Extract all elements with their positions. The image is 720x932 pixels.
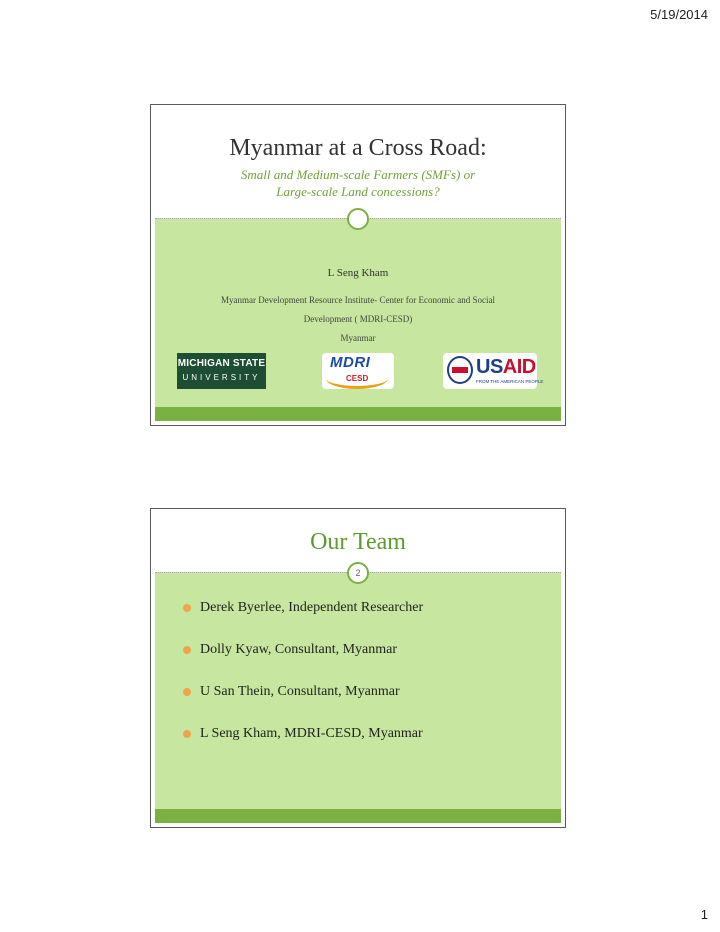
slide-1-title-text: Myanmar at a Cross Road:	[229, 135, 487, 161]
affiliation-line-1: Myanmar Development Resource Institute- Center for Economic and Social	[221, 295, 495, 305]
bullet-icon	[183, 604, 191, 612]
affiliation-line-2: Development ( MDRI-CESD)	[303, 314, 413, 324]
page-number: 1	[700, 907, 708, 922]
team-member-item	[183, 683, 551, 725]
slide-1-affiliation	[169, 291, 547, 348]
msu-logo-line-1: MICHIGAN STATE	[177, 358, 266, 369]
team-member-list	[183, 599, 551, 767]
slide-1-circle-badge	[347, 208, 369, 230]
slide-1-title	[150, 104, 566, 426]
michigan-state-logo	[177, 353, 266, 389]
team-member-text: U San Thein, Consultant, Myanmar	[200, 684, 400, 699]
team-member-text: L Seng Kham, MDRI-CESD, Myanmar	[200, 726, 423, 741]
usaid-logo	[443, 353, 544, 389]
cesd-logo-text: CESD	[346, 374, 369, 383]
usaid-logo-text: USAID	[476, 356, 536, 378]
msu-logo-line-2: UNIVERSITY	[182, 373, 261, 382]
team-member-item	[183, 599, 551, 641]
usaid-seal-icon	[447, 356, 473, 384]
slide-1-title-area	[155, 109, 561, 218]
slide-2-number-badge: 2	[347, 562, 369, 584]
slide-1-logos	[155, 353, 561, 391]
slide-1-subtitle-line-1: Small and Medium-scale Farmers (SMFs) or	[240, 167, 476, 182]
page-date: 5/19/2014	[650, 7, 708, 22]
slide-2-bottom-bar	[155, 809, 561, 823]
team-member-text: Derek Byerlee, Independent Researcher	[200, 600, 424, 615]
team-member-text: Dolly Kyaw, Consultant, Myanmar	[200, 642, 398, 657]
mdri-logo-text: MDRI	[330, 354, 371, 371]
team-member-item	[183, 725, 551, 767]
mdri-cesd-logo	[322, 353, 394, 389]
slide-2-title-text: Our Team	[310, 529, 406, 555]
bullet-icon	[183, 688, 191, 696]
bullet-icon	[183, 730, 191, 738]
bullet-icon	[183, 646, 191, 654]
affiliation-line-3: Myanmar	[340, 333, 376, 343]
slide-1-author: L Seng Kham	[327, 267, 389, 279]
slide-1-bottom-bar	[155, 407, 561, 421]
slide-1-subtitle-line-2: Large-scale Land concessions?	[276, 184, 440, 199]
team-member-item	[183, 641, 551, 683]
slide-2-content	[155, 513, 561, 823]
usaid-tagline: FROM THE AMERICAN PEOPLE	[476, 379, 544, 384]
slide-1-content	[155, 109, 561, 421]
slide-2-our-team	[150, 508, 566, 828]
slide-1-subtitle	[155, 166, 561, 200]
